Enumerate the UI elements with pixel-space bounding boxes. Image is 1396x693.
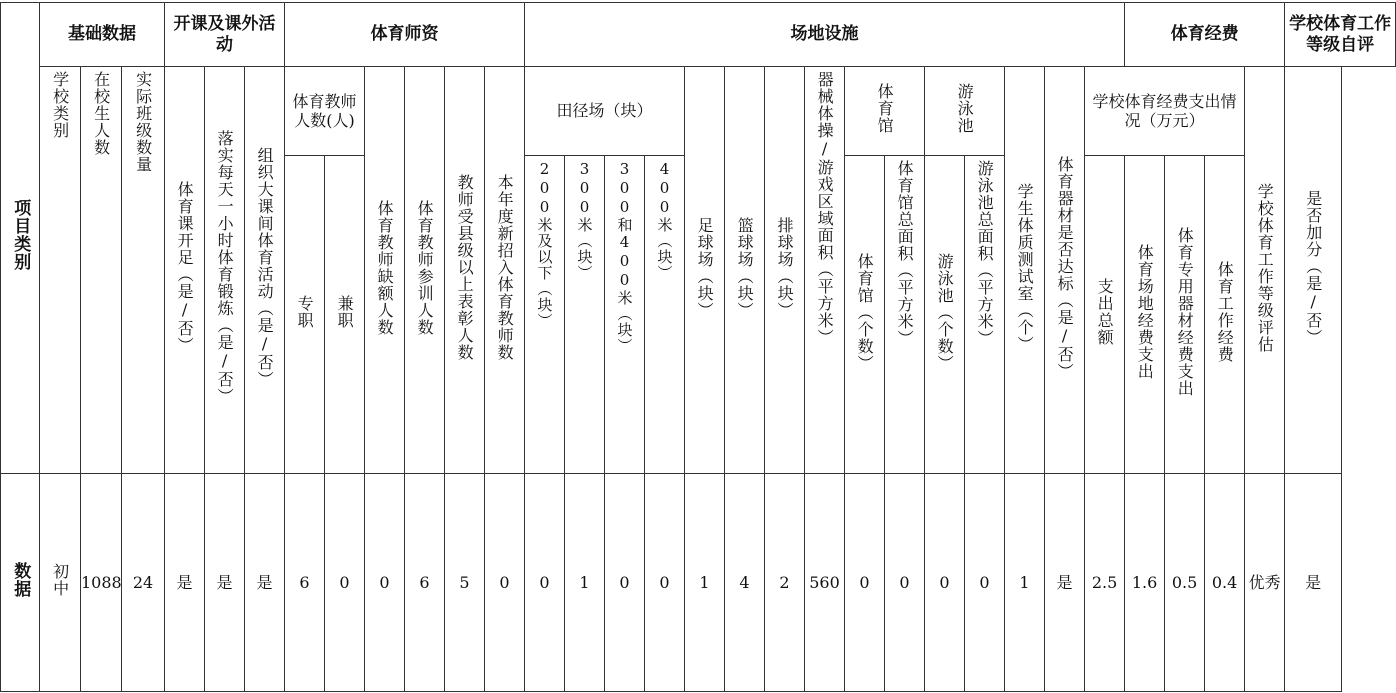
value-equip-ok: 是 — [1045, 474, 1085, 692]
row-category-label: 项目类别 — [1, 3, 40, 474]
header-track-400: 400米（块） — [645, 156, 685, 474]
header-equip-area: 器械体操/游戏区域面积（平方米） — [805, 67, 845, 474]
header-gym-count: 体育馆（个数） — [845, 156, 885, 474]
value-football: 1 — [685, 474, 725, 692]
value-basketball: 4 — [725, 474, 765, 692]
header-track: 田径场（块） — [525, 67, 685, 156]
value-pool-area: 0 — [965, 474, 1005, 692]
pe-survey-table — [0, 2, 1396, 692]
value-training: 6 — [405, 474, 445, 692]
group-venues: 场地设施 — [525, 3, 1125, 67]
header-volleyball: 排球场（块） — [765, 67, 805, 474]
header-school-type: 学校类别 — [40, 67, 81, 474]
value-vacancy: 0 — [365, 474, 405, 692]
group-basic: 基础数据 — [40, 3, 165, 67]
value-parttime: 0 — [325, 474, 365, 692]
header-fund-venue: 体育场地经费支出 — [1125, 156, 1165, 474]
value-big-break: 是 — [245, 474, 285, 692]
value-fulltime: 6 — [285, 474, 325, 692]
data-row — [1, 474, 1396, 692]
header-vacancy: 体育教师缺额人数 — [365, 67, 405, 474]
header-eval: 学校体育工作等级评估 — [1245, 67, 1285, 474]
header-test-room: 学生体质测试室（个） — [1005, 67, 1045, 474]
header-pool-area: 游泳池总面积（平方米） — [965, 156, 1005, 474]
header-track-300-400: 300和400米（块） — [605, 156, 645, 474]
header-basketball: 篮球场（块） — [725, 67, 765, 474]
header-track-200: 200米及以下（块） — [525, 156, 565, 474]
value-track-300: 1 — [565, 474, 605, 692]
value-track-200: 0 — [525, 474, 565, 692]
header-fund-equip: 体育专用器材经费支出 — [1165, 156, 1205, 474]
header-parttime: 兼职 — [325, 156, 365, 474]
group-courses: 开课及课外活动 — [165, 3, 285, 67]
group-selfeval: 学校体育工作等级自评 — [1285, 3, 1396, 67]
header-new-hired: 本年度新招入体育教师数 — [485, 67, 525, 474]
value-gym-count: 0 — [845, 474, 885, 692]
value-students: 1088 — [81, 474, 122, 692]
header-pool: 游泳池 — [925, 67, 1005, 156]
header-equip-ok: 体育器材是否达标（是/否） — [1045, 67, 1085, 474]
value-track-400: 0 — [645, 474, 685, 692]
value-track-300-400: 0 — [605, 474, 645, 692]
group-teachers: 体育师资 — [285, 3, 525, 67]
header-track-300: 300米（块） — [565, 156, 605, 474]
value-fund-total: 2.5 — [1085, 474, 1125, 692]
header-fund-total: 支出总额 — [1085, 156, 1125, 474]
group-funding: 体育经费 — [1125, 3, 1285, 67]
header-football: 足球场（块） — [685, 67, 725, 474]
header-fund-work: 体育工作经费 — [1205, 156, 1245, 474]
header-pool-count: 游泳池（个数） — [925, 156, 965, 474]
value-fund-work: 0.4 — [1205, 474, 1245, 692]
header-fund-title: 学校体育经费支出情况（万元） — [1085, 67, 1245, 156]
header-one-hour: 落实每天一小时体育锻炼（是/否） — [205, 67, 245, 474]
value-awarded: 5 — [445, 474, 485, 692]
header-students: 在校生人数 — [81, 67, 122, 474]
value-pe-full: 是 — [165, 474, 205, 692]
value-volleyball: 2 — [765, 474, 805, 692]
header-training: 体育教师参训人数 — [405, 67, 445, 474]
value-fund-equip: 0.5 — [1165, 474, 1205, 692]
value-eval: 优秀 — [1245, 474, 1285, 692]
header-gym: 体育馆 — [845, 67, 925, 156]
value-one-hour: 是 — [205, 474, 245, 692]
value-test-room: 1 — [1005, 474, 1045, 692]
value-new-hired: 0 — [485, 474, 525, 692]
value-pool-count: 0 — [925, 474, 965, 692]
header-awarded: 教师受县级以上表彰人数 — [445, 67, 485, 474]
row-data-label: 数据 — [1, 474, 40, 692]
value-bonus: 是 — [1285, 474, 1342, 692]
value-equip-area: 560 — [805, 474, 845, 692]
header-gym-area: 体育馆总面积（平方米） — [885, 156, 925, 474]
header-classes: 实际班级数量 — [122, 67, 165, 474]
header-fulltime: 专职 — [285, 156, 325, 474]
value-school-type: 初中 — [40, 474, 81, 692]
header-big-break: 组织大课间体育活动（是/否） — [245, 67, 285, 474]
value-classes: 24 — [122, 474, 165, 692]
header-bonus: 是否加分（是/否） — [1285, 67, 1342, 474]
value-fund-venue: 1.6 — [1125, 474, 1165, 692]
value-gym-area: 0 — [885, 474, 925, 692]
header-pe-full: 体育课开足（是/否） — [165, 67, 205, 474]
header-teacher-count: 体育教师人数(人) — [285, 67, 365, 156]
